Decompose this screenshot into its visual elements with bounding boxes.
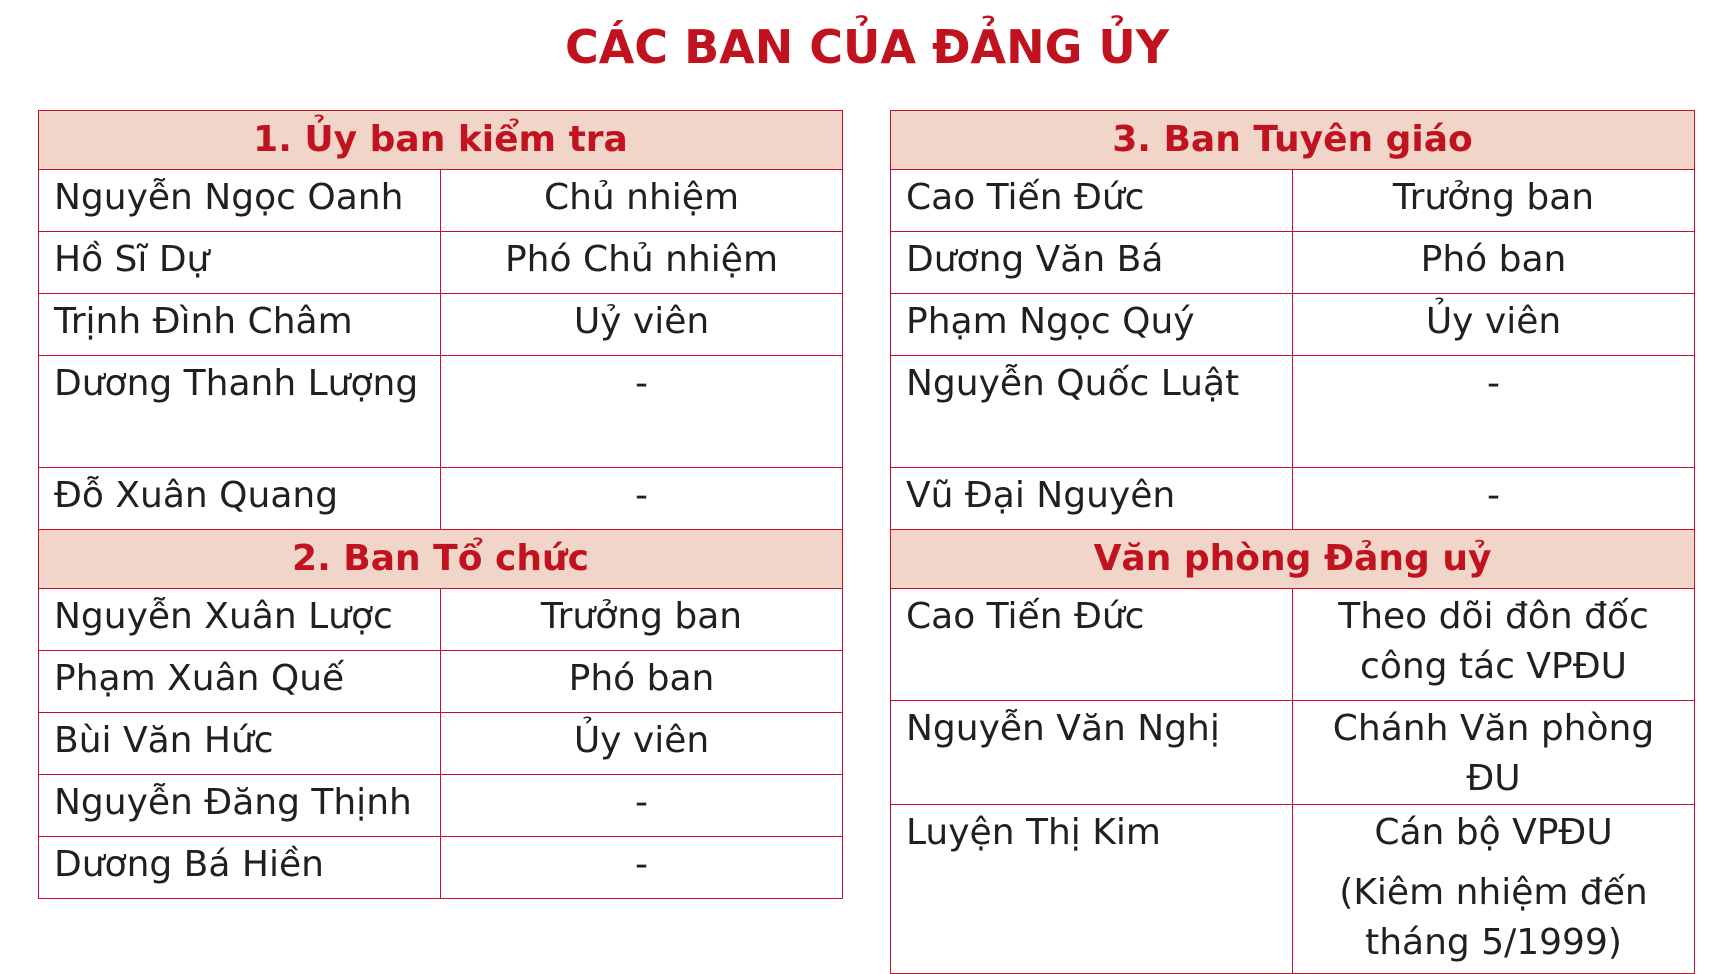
table-row [39,713,843,775]
member-name: Vũ Đại Nguyên [891,468,1293,530]
table-row [39,468,843,530]
section-header [39,530,843,589]
member-name: Nguyễn Đăng Thịnh [39,775,441,837]
member-role: Trưởng ban [1293,170,1695,232]
member-role: Phó ban [441,651,843,713]
member-name: Phạm Xuân Quế [39,651,441,713]
member-name: Dương Văn Bá [891,232,1293,294]
right-table [890,110,1695,974]
member-role: - [441,356,843,468]
table-row [891,232,1695,294]
section-heading-van-phong: Văn phòng Đảng uỷ [891,530,1695,589]
member-role: Trưởng ban [441,589,843,651]
table-row [891,589,1695,701]
member-name: Nguyễn Xuân Lược [39,589,441,651]
member-role-text: Cán bộ VPĐU [1374,812,1613,853]
section-heading-to-chuc: 2. Ban Tổ chức [39,530,843,589]
table-row [39,356,843,468]
right-panel [890,110,1695,974]
section-heading-kiem-tra: 1. Ủy ban kiểm tra [39,111,843,170]
table-row [891,170,1695,232]
member-name: Trịnh Đình Châm [39,294,441,356]
member-role: Ủy viên [1293,294,1695,356]
member-role: Phó ban [1293,232,1695,294]
member-role: - [441,468,843,530]
member-name: Hồ Sĩ Dự [39,232,441,294]
member-name: Dương Bá Hiền [39,837,441,899]
member-name: Cao Tiến Đức [891,170,1293,232]
table-row [39,651,843,713]
section-header [891,111,1695,170]
table-row [39,837,843,899]
member-role: Uỷ viên [441,294,843,356]
table-row [891,805,1695,974]
member-name: Đỗ Xuân Quang [39,468,441,530]
member-name: Nguyễn Văn Nghị [891,701,1293,805]
table-row [891,701,1695,805]
table-row [891,356,1695,468]
member-role: - [1293,356,1695,468]
member-name: Phạm Ngọc Quý [891,294,1293,356]
member-role: Chủ nhiệm [441,170,843,232]
member-name: Luyện Thị Kim [891,805,1293,974]
table-row [891,294,1695,356]
member-role: Phó Chủ nhiệm [441,232,843,294]
member-role: - [1293,468,1695,530]
left-table [38,110,843,899]
table-row [39,170,843,232]
left-panel [38,110,843,899]
section-header [891,530,1695,589]
member-role: Chánh Văn phòng ĐU [1293,701,1695,805]
member-name: Dương Thanh Lượng [39,356,441,468]
section-heading-tuyen-giao: 3. Ban Tuyên giáo [891,111,1695,170]
member-name: Nguyễn Ngọc Oanh [39,170,441,232]
member-name: Cao Tiến Đức [891,589,1293,701]
table-row [39,232,843,294]
table-row [39,294,843,356]
member-role: - [441,837,843,899]
page-title: CÁC BAN CỦA ĐẢNG ỦY [564,20,1170,74]
member-role: Theo dõi đôn đốc công tác VPĐU [1293,589,1695,701]
member-name: Bùi Văn Hức [39,713,441,775]
member-role: Ủy viên [441,713,843,775]
table-row [39,589,843,651]
section-header [39,111,843,170]
member-role [1293,805,1695,974]
table-row [39,775,843,837]
member-role: - [441,775,843,837]
member-name: Nguyễn Quốc Luật [891,356,1293,468]
table-row [891,468,1695,530]
member-role-note: (Kiêm nhiệm đến tháng 5/1999) [1339,872,1648,963]
